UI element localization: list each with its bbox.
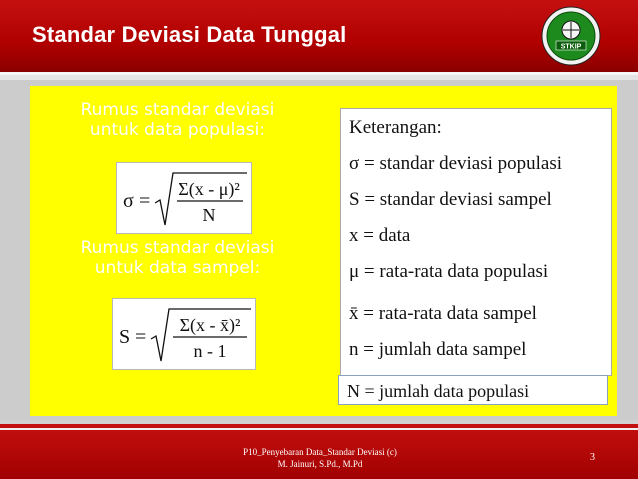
header-divider: [0, 72, 638, 75]
formula-sampel-denominator: n - 1: [193, 341, 227, 361]
page-number: 3: [590, 452, 595, 463]
keterangan-extra: N = jumlah data populasi: [338, 375, 608, 405]
formula-populasi-numerator: Σ(x - μ)²: [178, 179, 240, 199]
svg-text:=: =: [135, 326, 147, 348]
keterangan-box: [340, 108, 612, 376]
formula-sampel-numerator: Σ(x - x̄)²: [179, 315, 241, 335]
footer-line2: M. Jainuri, S.Pd., M.Pd: [277, 459, 363, 469]
keterangan-item: n = jumlah data sampel: [349, 339, 527, 360]
keterangan-item: x̄ = rata-rata data sampel: [349, 303, 537, 324]
footer-text: [200, 446, 440, 470]
svg-text:=: =: [139, 190, 151, 212]
footer-line1: P10_Penyebaran Data_Standar Deviasi (c): [243, 447, 397, 457]
formula-populasi-denominator: N: [202, 205, 216, 225]
formula-sampel: [112, 298, 256, 370]
logo-text: STKIP: [560, 43, 582, 51]
rumus-sampel-line1: Rumus standar deviasi: [80, 238, 275, 258]
formula-populasi-lhs: σ: [123, 190, 134, 212]
rumus-sampel-line2: untuk data sampel:: [94, 258, 261, 278]
keterangan-heading: Keterangan:: [349, 117, 442, 138]
footer-divider: [0, 428, 638, 430]
rumus-populasi-line2: untuk data populasi:: [89, 120, 266, 140]
rumus-populasi-line1: Rumus standar deviasi: [80, 100, 275, 120]
stkip-logo-icon: [541, 6, 601, 66]
formula-sampel-lhs: S: [119, 326, 131, 348]
keterangan-item: x = data: [349, 225, 411, 246]
slide-title: Standar Deviasi Data Tunggal: [32, 22, 347, 47]
keterangan-item: μ = rata-rata data populasi: [349, 261, 549, 282]
rumus-sampel-label: [55, 238, 300, 278]
keterangan-item: σ = standar deviasi populasi: [349, 153, 563, 174]
rumus-populasi-label: [55, 100, 300, 140]
keterangan-item: S = standar deviasi sampel: [349, 189, 552, 210]
formula-populasi: [116, 162, 252, 234]
